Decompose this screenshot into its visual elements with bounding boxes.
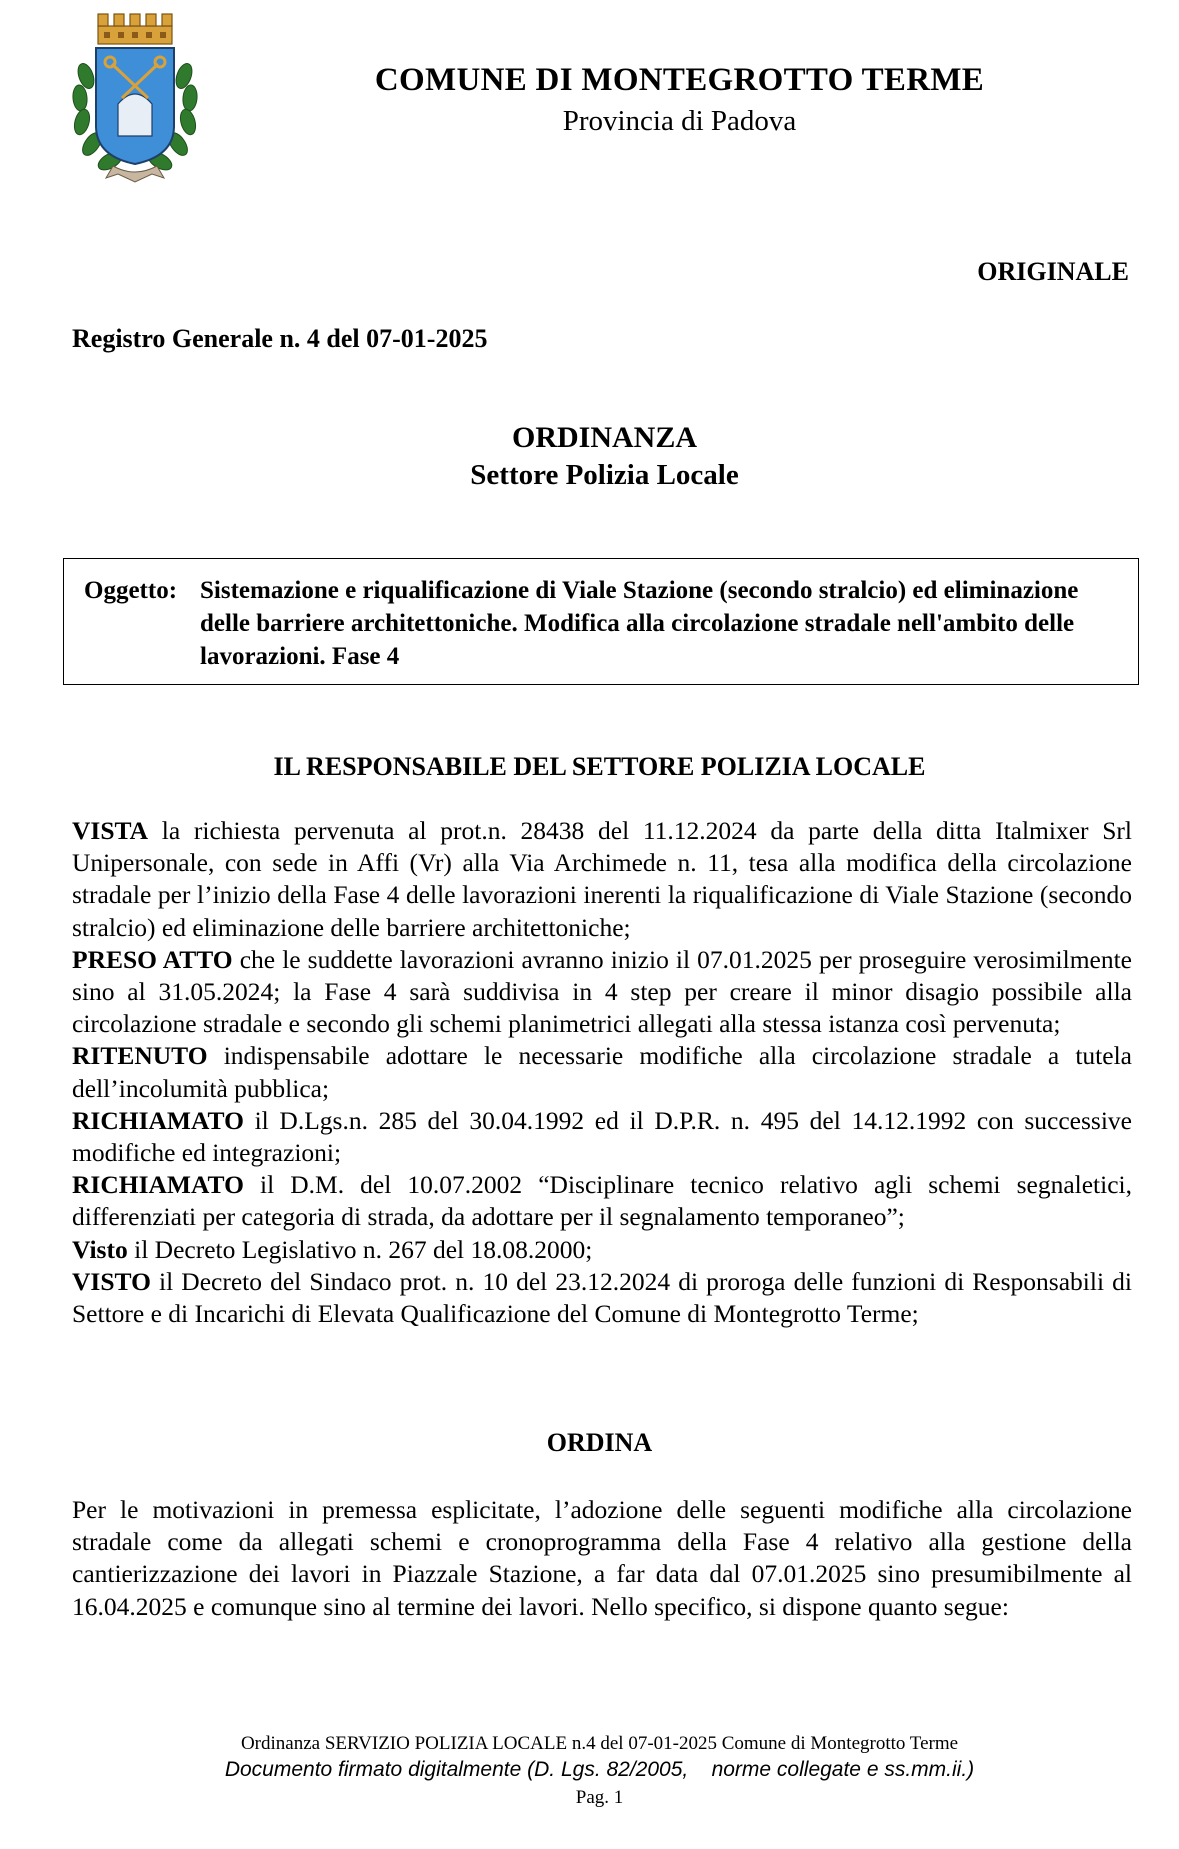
oggetto-label: Oggetto:	[84, 577, 178, 604]
premessa-paragraph	[72, 1266, 1132, 1330]
premessa-lead: VISTO	[72, 1266, 151, 1296]
oggetto-block	[84, 574, 1124, 673]
premessa-text: la richiesta pervenuta al prot.n. 28438 del 11.12.2024 da parte della ditta Italmixer Srl Unipersonale, con sede in Affi (Vr) alla Via Archimede n. 11, tesa alla modifica della circolazione stradale per l’inizio della Fase 4 delle lavorazioni inerenti la riqualificazione di Viale Stazione (secondo stralcio) ed eliminazione delle barriere architettoniche;	[72, 816, 1132, 942]
premessa-text: il D.Lgs.n. 285 del 30.04.1992 ed il D.P.R. n. 495 del 14.12.1992 con successive modifiche ed integrazioni;	[72, 1105, 1132, 1168]
premessa-lead: Visto	[72, 1234, 128, 1264]
premessa-text: il Decreto Legislativo n. 267 del 18.08.2000;	[127, 1234, 593, 1264]
ordina-heading: ORDINA	[546, 1428, 653, 1457]
premessa-lead: RICHIAMATO	[72, 1105, 244, 1135]
premessa-lead: RICHIAMATO	[72, 1170, 244, 1200]
premessa-text: che le suddette lavorazioni avranno inizio il 07.01.2025 per proseguire verosimilmente sino al 31.05.2024; la Fase 4 sarà suddivisa in 4 step per creare il minor disagio possibile alla circolazione stradale e secondo gli schemi planimetrici allegati alla stessa istanza così pervenuta;	[72, 944, 1133, 1039]
premessa-paragraph	[72, 815, 1132, 944]
ordina-section	[72, 1494, 1132, 1623]
oggetto-text: Sistemazione e riqualificazione di Viale Stazione (secondo stralcio) ed eliminazione delle barriere architettoniche. Modifica alla circolazione stradale nell'ambito delle lavorazioni. Fase 4	[200, 577, 1079, 670]
registro-generale: Registro Generale n. 4 del 07-01-2025	[72, 324, 488, 353]
premessa-paragraph	[72, 944, 1132, 1041]
premessa-text: indispensabile adottare le necessarie modifiche alla circolazione stradale a tutela dell’incolumità pubblica;	[72, 1041, 1132, 1103]
premessa-lead: RITENUTO	[72, 1041, 208, 1071]
provincia-name: Provincia di Padova	[562, 105, 797, 137]
page-number: Pag. 1	[575, 1787, 624, 1808]
premessa-paragraph	[72, 1040, 1132, 1104]
ordinanza-title: ORDINANZA	[511, 421, 697, 454]
premessa-text: il D.M. del 10.07.2002 “Disciplinare tecnico relativo agli schemi segnaletici, differenziati per categoria di strada, da adottare per il segnalamento temporaneo”;	[72, 1170, 1132, 1232]
responsabile-heading: IL RESPONSABILE DEL SETTORE POLIZIA LOCALE	[273, 752, 926, 781]
premessa-paragraph	[72, 1234, 1132, 1266]
footer-digital-signature: Documento firmato digitalmente (D. Lgs. 82/2005, norme collegate e ss.mm.ii.)	[224, 1758, 975, 1781]
settore-title: Settore Polizia Locale	[470, 459, 739, 491]
ordina-paragraph: Per le motivazioni in premessa esplicitate, l’adozione delle seguenti modifiche alla circolazione stradale come da allegati schemi e cronoprogramma della Fase 4 relativo alla gestione della cantierizzazione dei lavori in Piazzale Stazione, a far data dal 07.01.2025 sino presumibilmente al 16.04.2025 e comunque sino al termine dei lavori. Nello specifico, si dispone quanto segue:	[72, 1495, 1132, 1621]
premessa-text: il Decreto del Sindaco prot. n. 10 del 23.12.2024 di proroga delle funzioni di Responsabili di Settore e di Incarichi di Elevata Qualificazione del Comune di Montegrotto Terme;	[72, 1266, 1132, 1329]
comune-name: COMUNE DI MONTEGROTTO TERME	[374, 62, 985, 98]
premessa-lead: PRESO ATTO	[72, 944, 233, 974]
footer-ordinanza-ref: Ordinanza SERVIZIO POLIZIA LOCALE n.4 del 07-01-2025 Comune di Montegrotto Terme	[240, 1733, 959, 1754]
premessa-paragraph	[72, 1105, 1132, 1169]
originale-stamp: ORIGINALE	[977, 257, 1129, 286]
premessa-paragraph	[72, 1169, 1132, 1233]
premesse-section	[72, 815, 1132, 1330]
premessa-lead: VISTA	[72, 816, 149, 845]
